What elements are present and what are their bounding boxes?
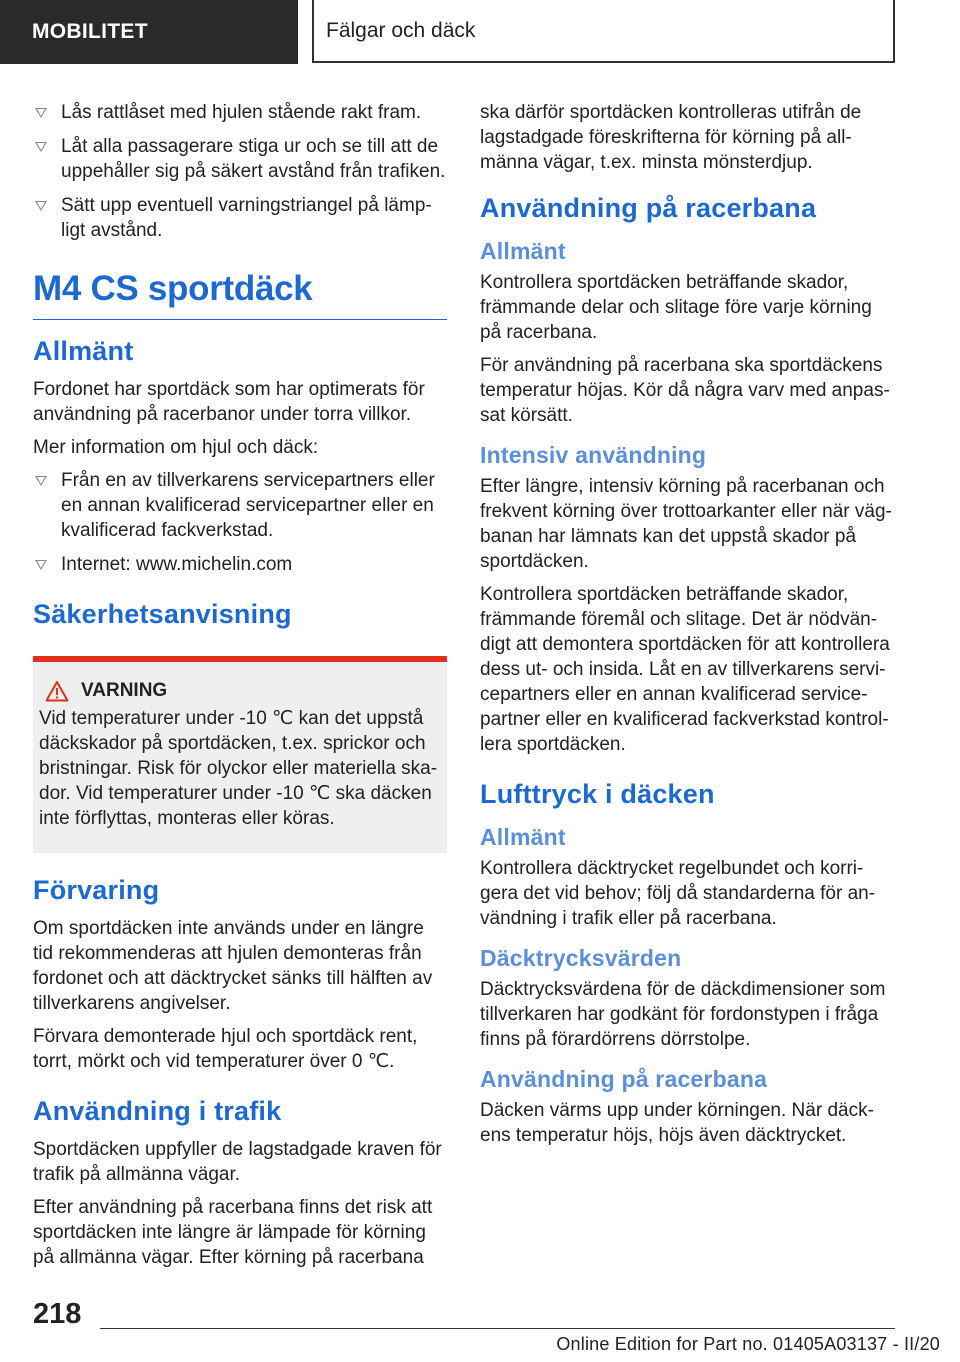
heading-dacktrycksvarden: Däcktrycksvärden — [480, 945, 682, 971]
paragraph: Efter användning på racerbana finns det risk att sportdäcken inte längre är lämpade för körning på allmänna vägar. Efter körning på racerbana — [33, 1197, 433, 1268]
list-item: Låt alla passagerare stiga ur och se till att de uppehåller sig på säkert avstånd från trafiken. — [33, 134, 447, 184]
list-item: Från en av tillverkarens servicepartners eller en annan kvalificerad servicepartner eller en kvalificerad fackverkstad. — [33, 468, 447, 543]
info-list — [33, 468, 447, 577]
heading-forvaring: Förvaring — [33, 875, 160, 905]
paragraph: Efter längre, intensiv körning på racerbanan och frekvent körning över trottoarkanter eller när väg‐banan har lämnats kan det uppstå skador på sportdäcken. — [480, 476, 892, 572]
list-item: Lås rattlåset med hjulen stående rakt fram. — [33, 100, 447, 125]
paragraph: Däcktrycksvärdena för de däckdimensioner som tillverkaren har godkänt för fordonstypen i fråga finns på förardörrens dörrstolpe. — [480, 979, 886, 1050]
heading-anvandning-pa-racerbana: Användning på racerbana — [480, 193, 817, 223]
section-tab: MOBILITET — [0, 0, 298, 64]
paragraph: ska därför sportdäcken kontrolleras utifrån de lagstadgade föreskrifterna för körning på all‐männa vägar, t.ex. minsta mönsterdjup. — [480, 102, 862, 173]
page-number: 218 — [33, 1298, 82, 1330]
page-header — [0, 0, 960, 66]
heading-m4-cs-sportdack: M4 CS sportdäck — [33, 269, 447, 320]
bullet-triangle-icon — [35, 201, 47, 211]
warning-box — [33, 656, 447, 853]
bullet-triangle-icon — [35, 476, 47, 486]
paragraph: Kontrollera sportdäcken beträffande skador, främmande delar och slitage före varje körning på racerbana. — [480, 272, 872, 343]
list-item: Internet: www.michelin.com — [33, 552, 447, 577]
heading-anvandning-pa-racerbana: Användning på racerbana — [480, 1066, 768, 1092]
warning-triangle-icon — [45, 680, 69, 702]
paragraph: Kontrollera däcktrycket regelbundet och korri‐gera det vid behov; följ då standarderna för an‐vändning i trafik eller på racerbana. — [480, 858, 876, 929]
heading-anvandning-i-trafik: Användning i trafik — [33, 1096, 282, 1126]
paragraph: Kontrollera sportdäcken beträffande skador, främmande föremål och slitage. Det är nödvän‐digt att demontera sportdäcken för att kontrollera dess ut- och insida. Låt en av tillverkarens servi‐cepartners eller en annan kvalificerad service‐partner eller en kvalificerad fackverkstad kontrol‐lera sportdäcken. — [480, 584, 890, 755]
chapter-title: Fälgar och däck — [312, 0, 895, 63]
heading-allmant: Allmänt — [480, 238, 566, 264]
heading-intensiv-anvandning: Intensiv användning — [480, 442, 707, 468]
paragraph: Förvara demonterade hjul och sportdäck rent, torrt, mörkt och vid temperaturer över 0 ℃. — [33, 1026, 418, 1072]
left-column — [33, 100, 447, 1278]
warning-text: Vid temperaturer under -10 ℃ kan det uppstå däckskador på sportdäcken, t.ex. sprickor och bristningar. Risk för olyckor eller materiella ska‐dor. Vid temperaturer under -10 ℃ ska däcken inte förflyttas, monteras eller köras. — [39, 708, 438, 829]
paragraph: Mer information om hjul och däck: — [33, 437, 319, 458]
heading-sakerhetsanvisning: Säkerhetsanvisning — [33, 599, 292, 629]
bullet-triangle-icon — [35, 108, 47, 118]
edition-info: Online Edition for Part no. 01405A03137 - II/20 — [556, 1334, 940, 1354]
page-footer — [0, 1290, 960, 1362]
heading-lufttryck-i-dacken: Lufttryck i däcken — [480, 779, 715, 809]
steps-list — [33, 100, 447, 243]
paragraph: För användning på racerbana ska sportdäckens temperatur höjas. Kör då några varv med anpas‐sat körsätt. — [480, 355, 890, 426]
warning-title: VARNING — [39, 680, 441, 702]
paragraph: Däcken värms upp under körningen. När däck‐ens temperatur höjs, höjs även däcktrycket. — [480, 1100, 874, 1146]
list-item: Sätt upp eventuell varningstriangel på lämp‐ligt avstånd. — [33, 193, 447, 243]
paragraph: Om sportdäcken inte används under en längre tid rekommenderas att hjulen demonteras från fordonet och att däcktrycket sänks till hälften av tillverkarens angivelser. — [33, 918, 433, 1014]
heading-allmant: Allmänt — [480, 824, 566, 850]
right-column — [480, 100, 898, 1156]
bullet-triangle-icon — [35, 142, 47, 152]
bullet-triangle-icon — [35, 560, 47, 570]
paragraph: Fordonet har sportdäck som har optimerats för användning på racerbanor under torra villkor. — [33, 379, 425, 425]
heading-allmant: Allmänt — [33, 336, 134, 366]
footer-divider — [100, 1328, 895, 1329]
paragraph: Sportdäcken uppfyller de lagstadgade kraven för trafik på allmänna vägar. — [33, 1139, 442, 1185]
